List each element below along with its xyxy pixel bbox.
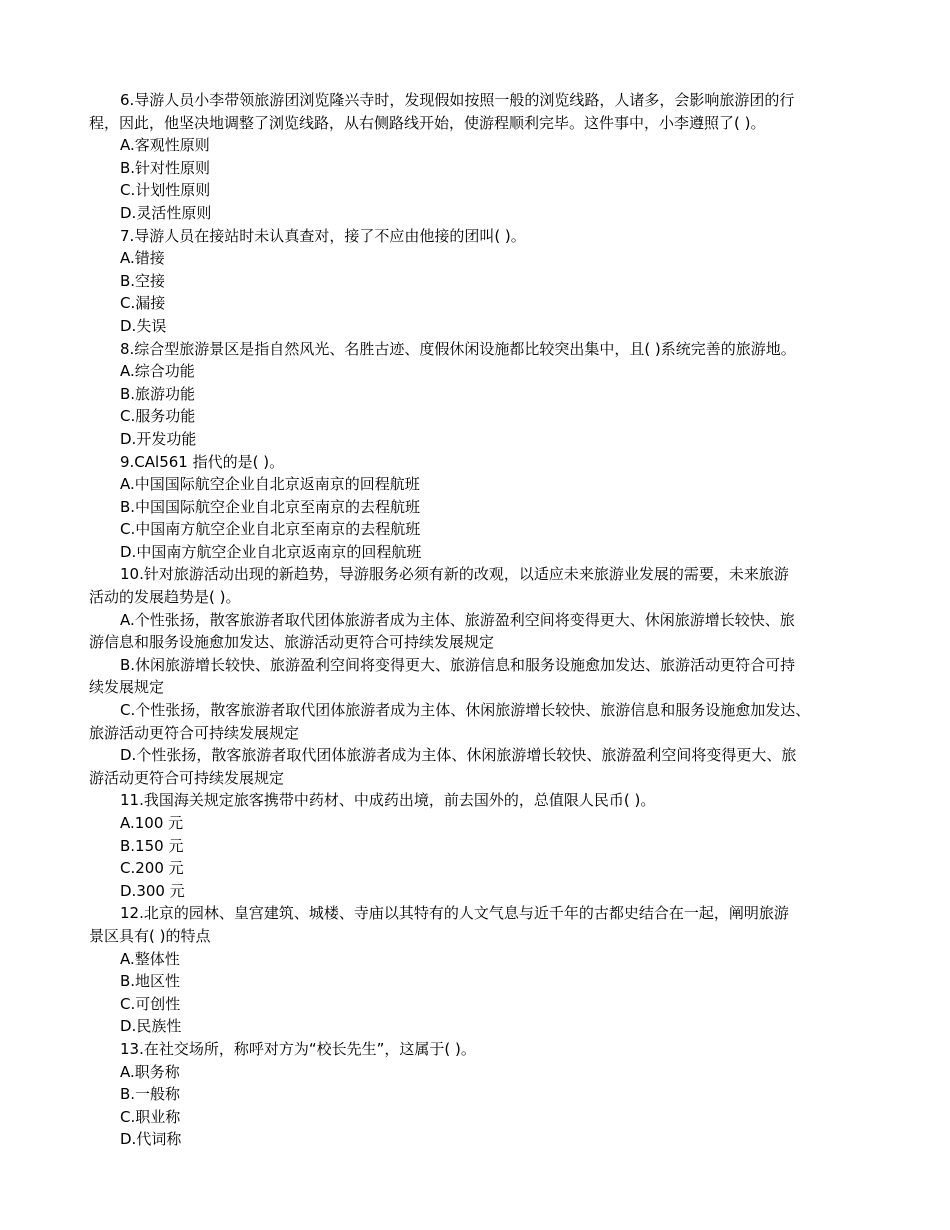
answer-option: C.服务功能 [120,407,196,426]
answer-option: B.休闲旅游增长较快、旅游盈利空间将变得更大、旅游信息和服务设施愈加发达、旅游活动更符合可持 [120,655,796,674]
question-stem: 7.导游人员在接站时未认真查对，接了不应由他接的团叫( )。 [120,226,526,245]
answer-option: D.个性张扬，散客旅游者取代团体旅游者成为主体、休闲旅游增长较快、旅游盈利空间将变得更大、旅 [120,746,797,765]
answer-option: B.地区性 [120,972,181,991]
answer-option: C.职业称 [120,1107,181,1126]
answer-option: D.中国南方航空企业自北京返南京的回程航班 [120,542,422,561]
answer-option: B.150 元 [120,836,184,855]
answer-option: B.中国国际航空企业自北京至南京的去程航班 [120,497,421,516]
question-stem-continuation: 程，因此，他坚决地调整了浏览线路，从右侧路线开始，使游程顺利完毕。这件事中，小李遵照了( )。 [89,113,766,132]
answer-option: C.中国南方航空企业自北京至南京的去程航班 [120,520,421,539]
answer-option: D.民族性 [120,1017,182,1036]
answer-option: B.空接 [120,271,166,290]
question-stem-continuation: 景区具有( )的特点 [89,926,211,945]
answer-option: A.错接 [120,249,165,268]
answer-option: B.针对性原则 [120,158,211,177]
question-stem: 13.在社交场所，称呼对方为“校长先生”，这属于( )。 [120,1039,476,1058]
document-page [89,89,869,1151]
answer-option: A.整体性 [120,949,180,968]
answer-option: A.中国国际航空企业自北京返南京的回程航班 [120,475,420,494]
question-block [89,902,869,1038]
question-stem: 12.北京的园林、皇宫建筑、城楼、寺庙以其特有的人文气息与近千年的古都史结合在一起，阐明旅游 [120,904,789,923]
question-block [89,789,869,902]
answer-option: D.灵活性原则 [120,203,212,222]
question-block [89,225,869,338]
answer-option: A.个性张扬，散客旅游者取代团体旅游者成为主体、旅游盈利空间将变得更大、休闲旅游增长较快、旅 [120,610,795,629]
answer-option: C.个性张扬，散客旅游者取代团体旅游者成为主体、休闲旅游增长较快、旅游信息和服务设施愈加发达、 [120,701,811,720]
answer-option: C.200 元 [120,859,184,878]
question-block [89,451,869,564]
answer-option: C.可创性 [120,994,181,1013]
answer-option: A.职务称 [120,1062,180,1081]
question-block [89,89,869,225]
question-stem: 10.针对旅游活动出现的新趋势，导游服务必须有新的改观，以适应未来旅游业发展的需要，未来旅游 [120,565,789,584]
answer-option-continuation: 游信息和服务设施愈加发达、旅游活动更符合可持续发展规定 [89,633,495,652]
answer-option-continuation: 续发展规定 [89,678,165,697]
question-stem: 8.综合型旅游景区是指自然风光、名胜古迹、度假休闲设施都比较突出集中，且( )系统完善的旅游地。 [120,339,796,358]
answer-option: D.开发功能 [120,429,197,448]
answer-option: D.300 元 [120,881,185,900]
answer-option-continuation: 旅游活动更符合可持续发展规定 [89,723,300,742]
question-stem-continuation: 活动的发展趋势是( )。 [89,588,241,607]
question-stem: 6.导游人员小李带领旅游团浏览隆兴寺时，发现假如按照一般的浏览线路，人诸多，会影响旅游团的行 [120,91,795,109]
answer-option: A.100 元 [120,814,184,832]
answer-option: D.失误 [120,316,167,335]
answer-option: B.一般称 [120,1085,181,1104]
answer-option: C.漏接 [120,294,166,313]
question-block [89,1038,869,1151]
answer-option: D.代词称 [120,1130,182,1149]
answer-option-continuation: 游活动更符合可持续发展规定 [89,768,285,787]
answer-option: B.旅游功能 [120,384,196,403]
question-block [89,338,869,451]
answer-option: C.计划性原则 [120,181,211,200]
question-stem: 11.我国海关规定旅客携带中药材、中成药出境，前去国外的，总值限人民币( )。 [120,791,656,810]
answer-option: A.综合功能 [120,362,195,381]
question-stem: 9.CAl561 指代的是( )。 [120,452,285,471]
answer-option: A.客观性原则 [120,136,210,155]
question-block [89,563,869,789]
